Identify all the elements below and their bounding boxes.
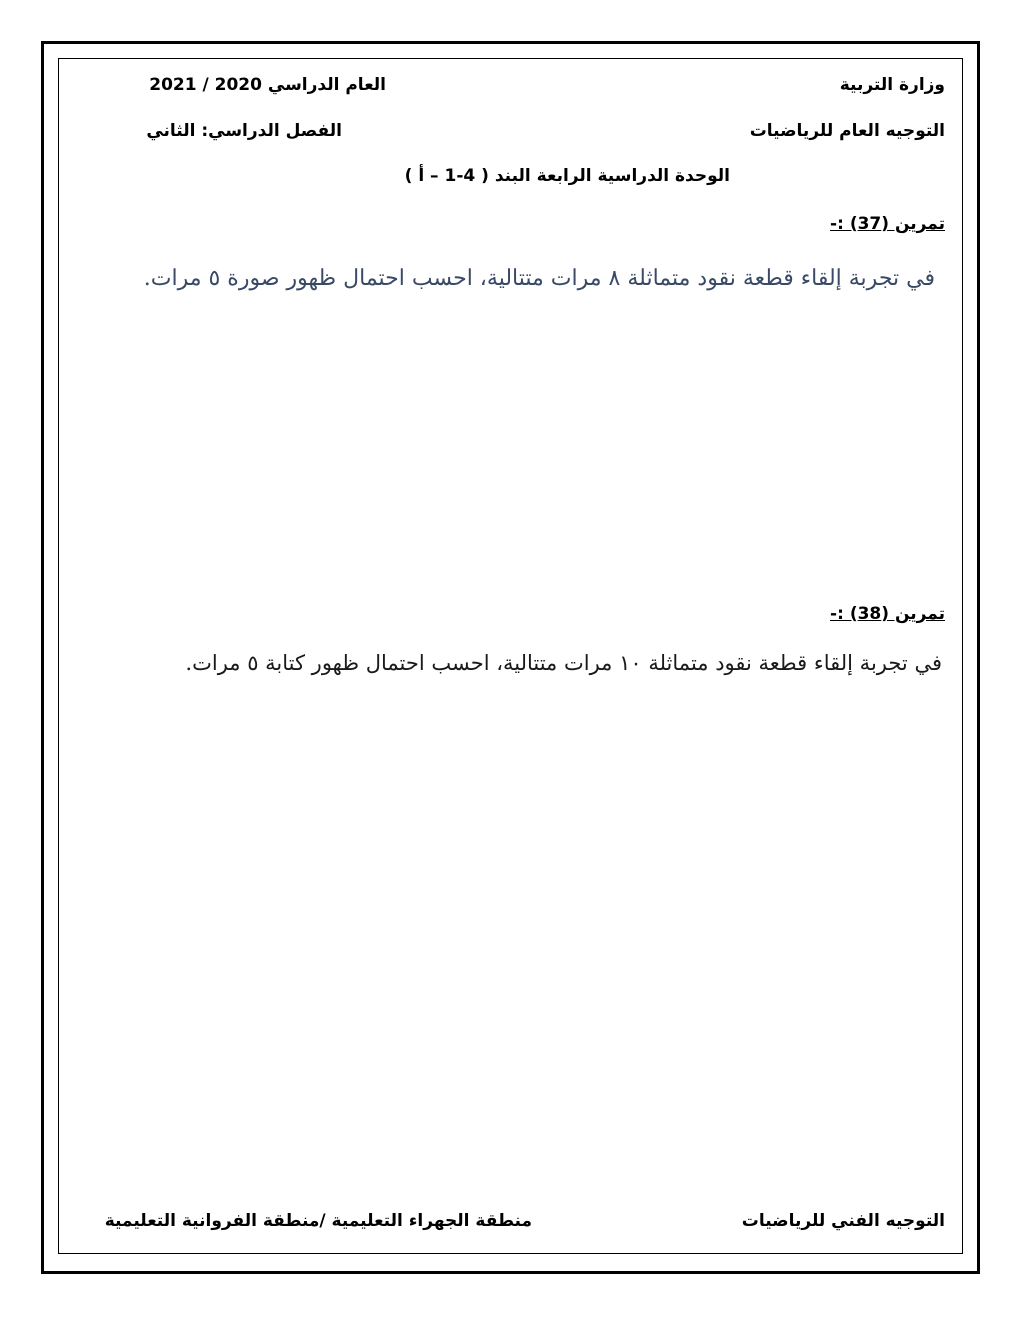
technical-supervision-label: التوجيه الفني للرياضيات [741, 1211, 945, 1231]
exercise-38-question: في تجربة إلقاء قطعة نقود متماثلة ١٠ مرات متتالية، احسب احتمال ظهور كتابة ٥ مرات. [185, 651, 942, 675]
exercise-37-question: في تجربة إلقاء قطعة نقود متماثلة ٨ مرات متتالية، احسب احتمال ظهور صورة ٥ مرات. [143, 266, 935, 291]
exercise-37-title: تمرين (37) :- [830, 214, 945, 234]
ministry-label: وزارة التربية [839, 75, 945, 95]
supervision-label: التوجيه العام للرياضيات [749, 121, 945, 141]
semester-label: الفصل الدراسي: الثاني [146, 121, 342, 141]
academic-year-label: العام الدراسي 2020 / 2021 [149, 75, 386, 95]
educational-regions-label: منطقة الجهراء التعليمية /منطقة الفروانية التعليمية [104, 1211, 532, 1231]
unit-label: الوحدة الدراسية الرابعة البند ( 4-1 – أ ) [404, 166, 730, 186]
exercise-38-title: تمرين (38) :- [830, 604, 945, 624]
